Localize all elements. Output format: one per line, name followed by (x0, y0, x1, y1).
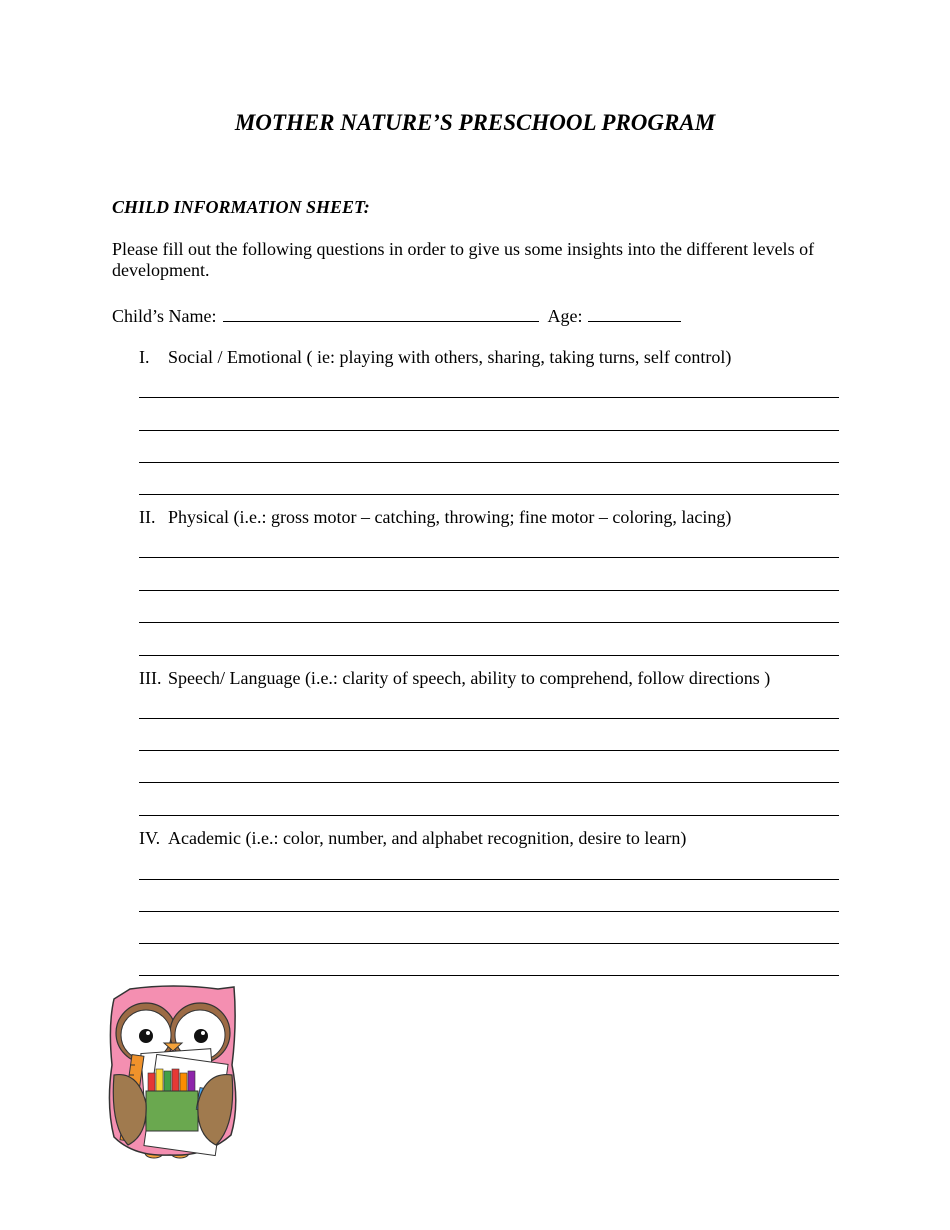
owl-illustration (106, 985, 240, 1160)
age-label: Age: (547, 306, 583, 326)
section-text: Academic (i.e.: color, number, and alphabet recognition, desire to learn) (168, 828, 687, 848)
answer-line[interactable] (139, 879, 839, 880)
answer-line[interactable] (139, 975, 839, 976)
answer-line[interactable] (139, 622, 839, 623)
answer-line[interactable] (139, 557, 839, 558)
answer-line[interactable] (139, 494, 839, 495)
child-name-field[interactable] (223, 303, 539, 322)
child-name-label: Child’s Name: (112, 306, 217, 326)
intro-text: Please fill out the following questions in order to give us some insights into the different levels of development. (112, 239, 815, 280)
answer-line[interactable] (139, 462, 839, 463)
answer-line[interactable] (139, 590, 839, 591)
answer-line[interactable] (139, 430, 839, 431)
section-number: III. (139, 668, 162, 688)
answer-line[interactable] (139, 782, 839, 783)
section-speech-language-title (139, 668, 770, 689)
answer-line[interactable] (139, 655, 839, 656)
answer-line[interactable] (139, 911, 839, 912)
section-text: Social / Emotional ( ie: playing with others, sharing, taking turns, self control) (168, 347, 732, 367)
answer-line[interactable] (139, 718, 839, 719)
section-number: I. (139, 347, 150, 367)
answer-line[interactable] (139, 397, 839, 398)
section-text: Physical (i.e.: gross motor – catching, throwing; fine motor – coloring, lacing) (168, 507, 732, 527)
section-social-emotional-title (139, 347, 731, 368)
section-academic-title (139, 828, 686, 849)
section-number: II. (139, 507, 156, 527)
page-title: MOTHER NATURE’S PRESCHOOL PROGRAM (234, 110, 716, 135)
section-number: IV. (139, 828, 161, 848)
child-info-row (112, 303, 681, 327)
answer-line[interactable] (139, 750, 839, 751)
age-field[interactable] (588, 303, 681, 322)
answer-line[interactable] (139, 943, 839, 944)
sheet-heading: CHILD INFORMATION SHEET: (112, 197, 370, 217)
answer-line[interactable] (139, 815, 839, 816)
section-text: Speech/ Language (i.e.: clarity of speech, ability to comprehend, follow directions ) (168, 668, 771, 688)
section-physical-title (139, 507, 731, 528)
